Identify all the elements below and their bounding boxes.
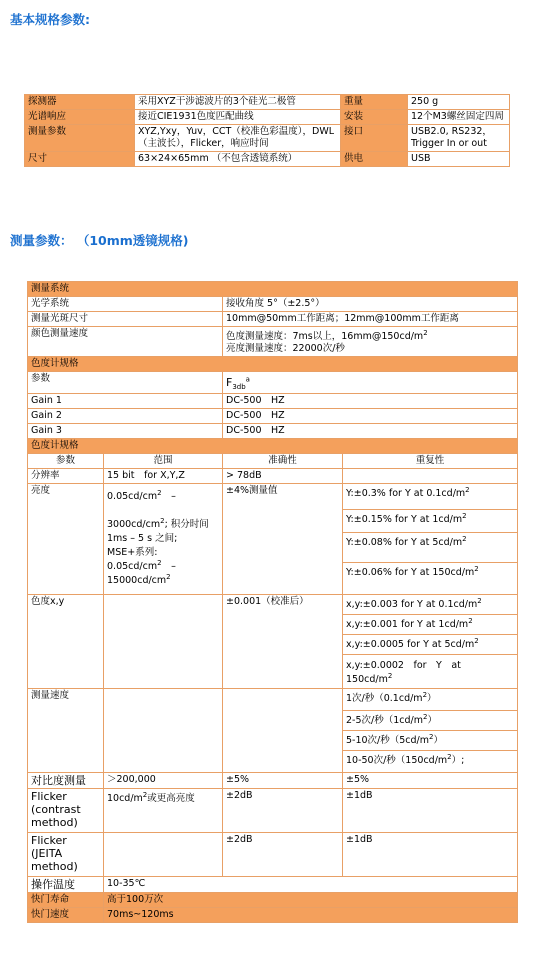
basic-spec-heading: 基本规格参数: <box>10 12 90 27</box>
size-label: 尺寸 <box>25 152 135 167</box>
mount-label: 安装 <box>341 110 408 125</box>
luminance-repeat-1: Y:±0.3% for Y at $0.1cd/m^2$ <box>343 484 518 510</box>
luminance-repeat-4: Y:±0.06% for Y at $150cd/m^2$ <box>343 563 518 595</box>
table-row <box>28 439 518 454</box>
table-row <box>28 689 518 711</box>
flicker-jeita-range <box>104 833 223 877</box>
optical-system-value: 接收角度 5°（±2.5°） <box>223 297 518 312</box>
params-label: 测量参数 <box>25 125 135 152</box>
spectral-label: 光谱响应 <box>25 110 135 125</box>
chroma-repeat-1: x,y:±0.003 for Y at $0.1cd/m^2$ <box>343 595 518 615</box>
interface-value: USB2.0, RS232，Trigger In or out <box>408 125 510 152</box>
table-row <box>28 454 518 469</box>
luminance-range: $0.05cd/cm^2$ – $3000cd/cm^2$; 积分时间 1ms – 5 s 之间; MSE+系列: $0.05cd/cm^2$ – $15000cd/cm^2$ <box>104 484 223 595</box>
head-repeat: 重复性 <box>343 454 518 469</box>
measure-spec-table <box>27 281 518 923</box>
color-speed-value: 色度测量速度：7ms以上，$16mm@150cd/m^2$ 亮度测量速度：22000次/秒 <box>223 327 518 357</box>
table-row <box>28 789 518 833</box>
gain1-label: Gain 1 <box>28 394 223 409</box>
gain3-value: DC-500 HZ <box>223 424 518 439</box>
flicker-jeita-repeat: ±1dB <box>343 833 518 877</box>
table-row <box>25 152 510 167</box>
luminance-repeat-2: Y:±0.15% for Y at $1cd/m^2$ <box>343 510 518 533</box>
table-row <box>28 372 518 394</box>
meas-speed-range <box>104 689 223 773</box>
table-row <box>28 424 518 439</box>
size-value: 63×24×65mm （不包含透镜系统） <box>135 152 341 167</box>
interface-label: 接口 <box>341 125 408 152</box>
flicker-jeita-label: Flicker (JEITA method) <box>28 833 104 877</box>
table-row <box>28 357 518 372</box>
flicker-contrast-accuracy: ±2dB <box>223 789 343 833</box>
chroma-accuracy: ±0.001（校准后） <box>223 595 343 689</box>
gain1-value: DC-500 HZ <box>223 394 518 409</box>
section-measure-system: 测量系统 <box>28 282 518 297</box>
flicker-contrast-repeat: ±1dB <box>343 789 518 833</box>
chroma-repeat-3: x,y:±0.0005 for Y at $5cd/m^2$ <box>343 635 518 655</box>
gain2-value: DC-500 HZ <box>223 409 518 424</box>
param-value: $F_{3db}^a$ <box>223 372 518 394</box>
head-accuracy: 准确性 <box>223 454 343 469</box>
mount-value: 12个M3螺丝固定四周 <box>408 110 510 125</box>
meas-speed-accuracy <box>223 689 343 773</box>
meas-speed-repeat-1: 1次/秒$(0.1cd/m^2)$ <box>343 689 518 711</box>
flicker-contrast-range: $10cd/m^2$或更高亮度 <box>104 789 223 833</box>
table-row <box>28 327 518 357</box>
contrast-accuracy: ±5% <box>223 773 343 789</box>
table-row <box>28 312 518 327</box>
spot-size-value: 10mm@50mm工作距离；12mm@100mm工作距离 <box>223 312 518 327</box>
meas-speed-repeat-2: 2-5次/秒$(1cd/m^2)$ <box>343 711 518 731</box>
power-value: USB <box>408 152 510 167</box>
power-label: 供电 <box>341 152 408 167</box>
weight-label: 重量 <box>341 95 408 110</box>
resolution-label: 分辨率 <box>28 469 104 484</box>
flicker-jeita-accuracy: ±2dB <box>223 833 343 877</box>
table-row <box>28 833 518 877</box>
table-row <box>28 282 518 297</box>
meas-speed-label: 测量速度 <box>28 689 104 773</box>
contrast-range: ＞200,000 <box>104 773 223 789</box>
table-row <box>28 297 518 312</box>
color-speed-label: 颜色测量速度 <box>28 327 223 357</box>
luminance-repeat-3: Y:±0.08% for Y at $5cd/m^2$ <box>343 533 518 563</box>
shutter-life-label: 快门寿命 <box>28 893 104 908</box>
resolution-accuracy: > 78dB <box>223 469 343 484</box>
shutter-life-value: 高于100万次 <box>104 893 518 908</box>
basic-spec-table <box>24 94 510 167</box>
params-value: XYZ,Yxy，Yuv，CCT（校准色彩温度），DWL（主波长），Flicker，响应时间 <box>135 125 341 152</box>
resolution-range: 15 bit for X,Y,Z <box>104 469 223 484</box>
shutter-speed-value: 70ms~120ms <box>104 908 518 923</box>
meas-speed-repeat-4: 10-50次/秒$(150cd/m^2)$; <box>343 751 518 773</box>
luminance-accuracy: ±4%测量值 <box>223 484 343 595</box>
table-row <box>28 409 518 424</box>
detector-value: 采用XYZ干涉滤波片的3个硅光二极管 <box>135 95 341 110</box>
flicker-contrast-label: Flicker (contrast method) <box>28 789 104 833</box>
op-temp-value: 10-35℃ <box>104 877 518 893</box>
optical-system-label: 光学系统 <box>28 297 223 312</box>
op-temp-label: 操作温度 <box>28 877 104 893</box>
table-row <box>25 95 510 110</box>
spectral-value: 接近CIE1931色度匹配曲线 <box>135 110 341 125</box>
meas-speed-repeat-3: 5-10次/秒$(5cd/m^2)$ <box>343 731 518 751</box>
table-row <box>28 469 518 484</box>
chroma-range <box>104 595 223 689</box>
head-range: 范围 <box>104 454 223 469</box>
table-row <box>28 908 518 923</box>
resolution-repeat <box>343 469 518 484</box>
gain3-label: Gain 3 <box>28 424 223 439</box>
table-row <box>28 773 518 789</box>
table-row <box>28 394 518 409</box>
table-row <box>25 110 510 125</box>
contrast-repeat: ±5% <box>343 773 518 789</box>
table-row <box>28 595 518 615</box>
param-label: 参数 <box>28 372 223 394</box>
chroma-repeat-2: x,y:±0.001 for Y at $1cd/m^2$ <box>343 615 518 635</box>
spot-size-label: 测量光斑尺寸 <box>28 312 223 327</box>
table-row <box>28 893 518 908</box>
table-row <box>28 877 518 893</box>
weight-value: 250 g <box>408 95 510 110</box>
section-colorimeter: 色度计规格 <box>28 357 518 372</box>
chroma-repeat-4: x,y:±0.0002 for Y at $150cd/m^2$ <box>343 655 518 689</box>
detector-label: 探测器 <box>25 95 135 110</box>
contrast-label: 对比度测量 <box>28 773 104 789</box>
shutter-speed-label: 快门速度 <box>28 908 104 923</box>
table-row <box>25 125 510 152</box>
measure-spec-heading: 测量参数： （10mm透镜规格) <box>10 233 189 248</box>
head-param: 参数 <box>28 454 104 469</box>
chroma-label: 色度x,y <box>28 595 104 689</box>
luminance-label: 亮度 <box>28 484 104 595</box>
table-row <box>28 484 518 510</box>
section-colorimeter-2: 色度计规格 <box>28 439 518 454</box>
gain2-label: Gain 2 <box>28 409 223 424</box>
